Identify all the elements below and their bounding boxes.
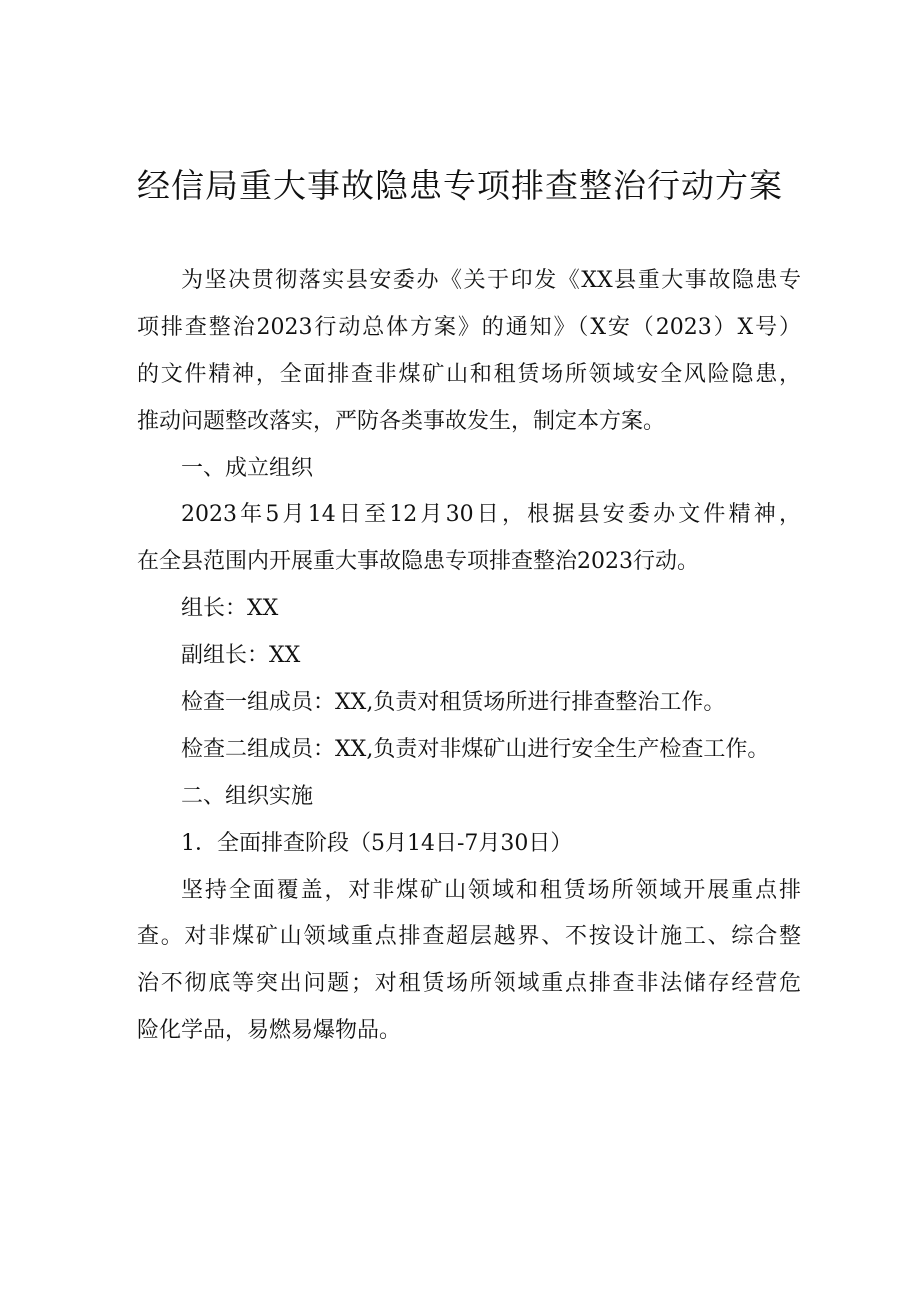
document-body (137, 258, 801, 1055)
paragraph (137, 821, 801, 868)
paragraph (137, 727, 801, 774)
document-title: 经信局重大事故隐患专项排查整治行动方案 (137, 166, 783, 205)
paragraph-line: 2023年5月14日至12月30日，根据县安委办文件精神， (181, 502, 801, 528)
paragraph-line: 险化学品，易燃易爆物品。 (137, 1018, 402, 1044)
paragraph (137, 680, 801, 727)
paragraph (137, 586, 801, 633)
paragraph-line: 项排查整治2023行动总体方案》的通知》（X安（2023）X号） (137, 314, 801, 340)
paragraph-line: 推动问题整改落实，严防各类事故发生，制定本方案。 (137, 408, 666, 434)
paragraph (137, 774, 801, 821)
paragraph-line: 组长：XX (181, 596, 279, 622)
paragraph-line: 治不彻底等突出问题；对租赁场所领域重点排查非法储存经营危 (137, 971, 801, 997)
paragraph-line: 二、组织实施 (181, 783, 314, 809)
paragraph-line: 副组长：XX (181, 643, 301, 669)
paragraph-line: 查。对非煤矿山领域重点排查超层越界、不按设计施工、综合整 (137, 924, 801, 950)
paragraph (137, 868, 801, 1056)
paragraph-line: 1．全面排查阶段（5月14日-7月30日） (181, 830, 573, 856)
paragraph-line: 一、成立组织 (181, 455, 314, 481)
paragraph-line: 在全县范围内开展重大事故隐患专项排查整治2023行动。 (137, 549, 699, 575)
paragraph (137, 633, 801, 680)
paragraph (137, 446, 801, 493)
paragraph (137, 258, 801, 446)
paragraph (137, 492, 801, 586)
paragraph-line: 为坚决贯彻落实县安委办《关于印发《XX县重大事故隐患专 (181, 268, 801, 293)
paragraph-line: 检查二组成员：XX,负责对非煤矿山进行安全生产检查工作。 (181, 736, 770, 762)
paragraph-line: 检查一组成员：XX,负责对租赁场所进行排查整治工作。 (181, 690, 726, 716)
paragraph-line: 坚持全面覆盖，对非煤矿山领域和租赁场所领域开展重点排 (181, 877, 801, 903)
paragraph-line: 的文件精神，全面排查非煤矿山和租赁场所领域安全风险隐患， (137, 361, 801, 387)
